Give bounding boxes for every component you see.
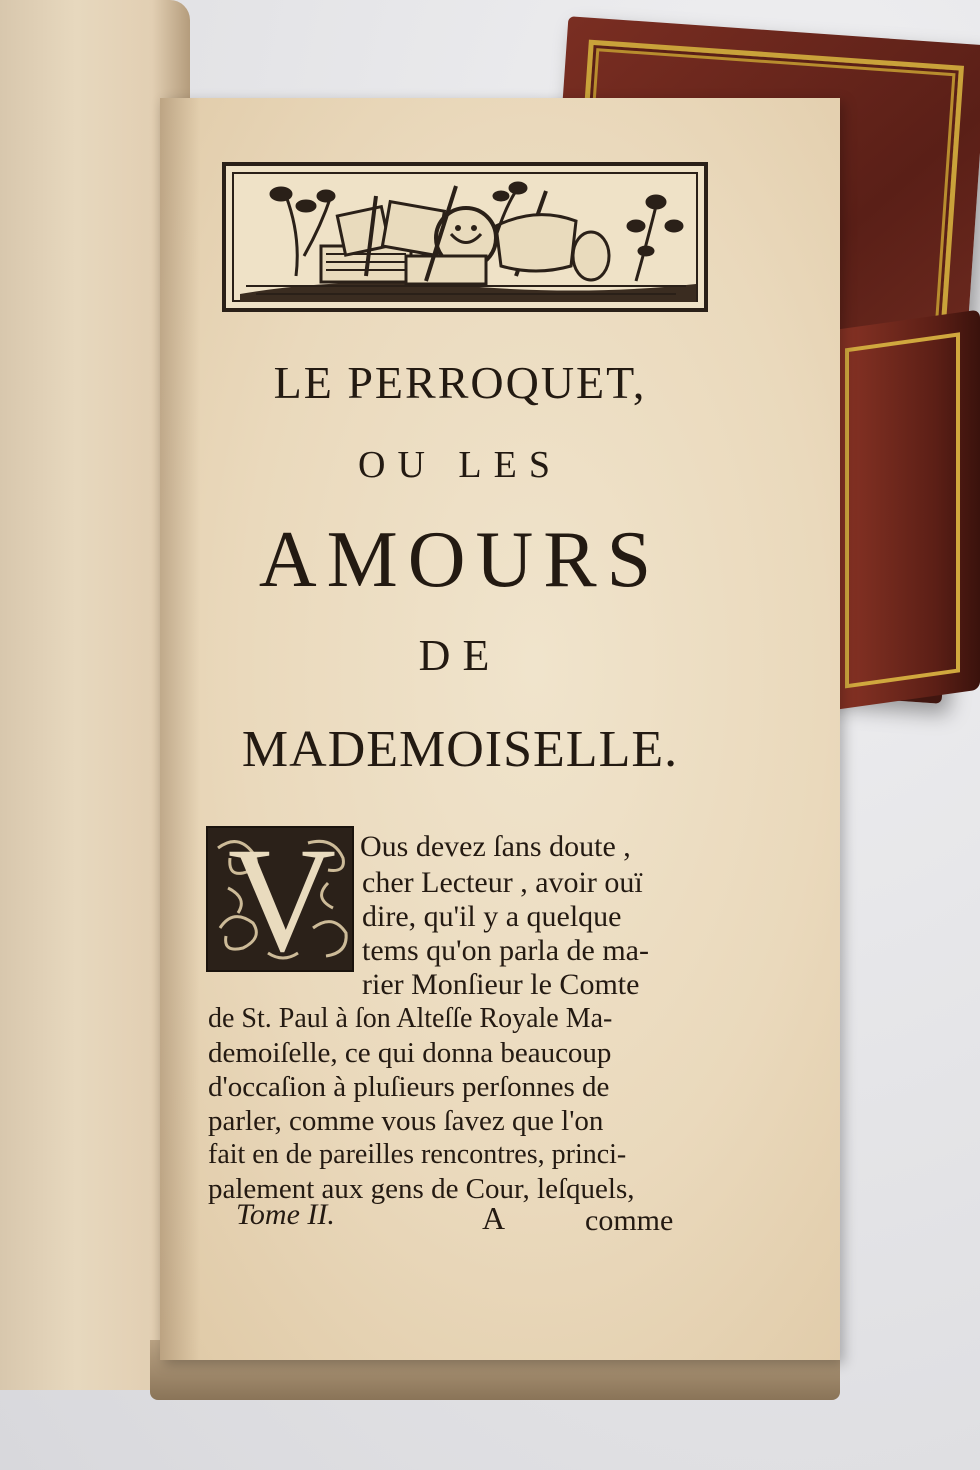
left-page-blurred-text [0,0,180,1390]
title-line-4: DE [418,631,502,680]
body-line: palement aux gens de Cour, leſquels, [208,1173,635,1205]
volume-number: Tome II. [236,1198,335,1231]
body-line: cher Lecteur , avoir ouï [362,866,643,899]
body-line: de St. Paul à ſon Alteſſe Royale Ma- [208,1003,613,1034]
body-line: rier Monſieur le Comte [362,968,640,1001]
title-line-5: MADEMOISELLE. [241,721,679,778]
body-line: demoiſelle, ce qui donna beaucoup [208,1037,612,1069]
ornamental-drop-cap [206,817,354,983]
body-line: Ous devez ſans doute , [360,830,631,863]
body-line: tems qu'on parla de ma- [362,934,649,967]
signature-mark: A [482,1200,506,1236]
body-line: parler, comme vous ſavez que l'on [208,1105,604,1137]
body-line: dire, qu'il y a quelque [362,900,622,933]
drop-cap-letter: V [227,817,337,983]
closed-book-edge [830,309,980,710]
gilt-border [845,332,960,688]
catchword: comme [585,1204,674,1237]
title-line-1: LE PERROQUET, [273,357,647,408]
body-line: fait en de pareilles rencontres, princi- [208,1139,627,1170]
body-line: d'occaſion à pluſieurs perſonnes de [208,1071,610,1103]
title-line-2: OU LES [358,444,562,486]
woodcut-headpiece [222,162,708,312]
headpiece-illustration [226,166,712,316]
title-line-3: AMOURS [258,516,662,604]
